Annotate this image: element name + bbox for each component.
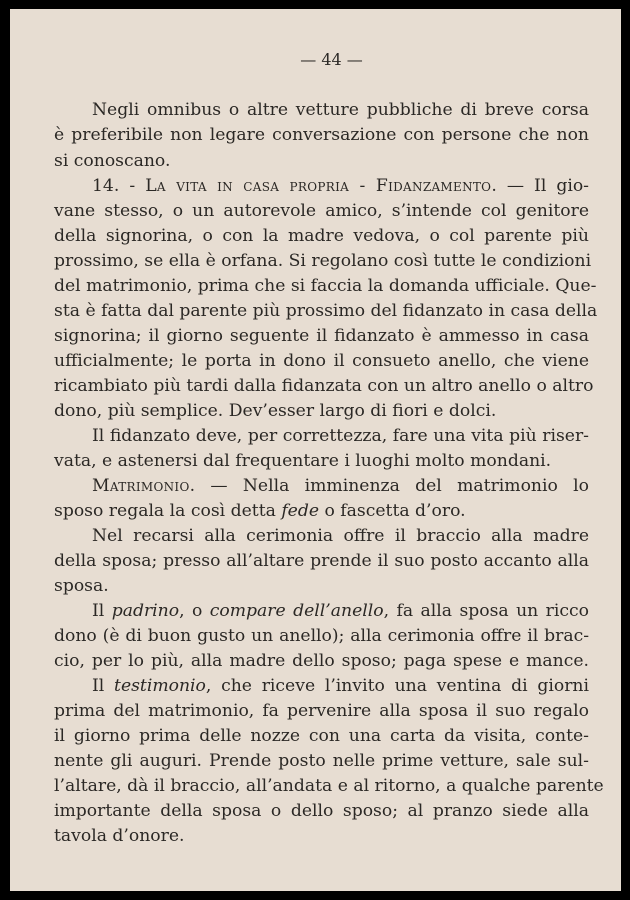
section-title-fidanzamento: La vita in casa propria - Fidanzamento xyxy=(145,176,492,196)
section-heading-line xyxy=(92,175,589,198)
text-line: è preferibile non legare conversazione con persone che non xyxy=(54,125,589,145)
text-line: cio, per lo più, alla madre dello sposo; paga spese e mance. xyxy=(54,651,589,671)
text-line: importante della sposa o dello sposo; al pranzo siede alla xyxy=(54,801,589,821)
text-line: ricambiato più tardi dalla fidanzata con un altro anello o altro xyxy=(54,376,594,396)
text-fragment: Il xyxy=(92,601,112,621)
text-line: sta è fatta dal parente più prossimo del fidanzato in casa della xyxy=(54,301,598,321)
text-line: nente gli auguri. Prende posto nelle prime vetture, sale sul- xyxy=(54,751,589,771)
text-fragment: o fascetta d’oro. xyxy=(319,501,466,521)
text-fragment: . — Il gio- xyxy=(491,176,589,196)
text-line: vane stesso, o un autorevole amico, s’intende col genitore xyxy=(54,201,589,221)
text-line: si conoscano. xyxy=(54,151,171,171)
section-heading-line xyxy=(92,475,589,498)
section-number: 14. - xyxy=(92,176,146,196)
text-line: prima del matrimonio, fa pervenire alla sposa il suo regalo xyxy=(54,701,589,721)
text-line: dono, più semplice. Dev’esser largo di fiori e dolci. xyxy=(54,401,497,421)
text-fragment: , o xyxy=(179,601,210,621)
text-line: l’altare, dà il braccio, all’andata e al ritorno, a qualche parente xyxy=(54,776,604,796)
text-line: ufficialmente; le porta in dono il consueto anello, che viene xyxy=(54,351,589,371)
text-fragment: , che riceve l’invito una ventina di giorni xyxy=(205,676,589,696)
italic-term-padrino: padrino xyxy=(111,601,180,621)
text-line: del matrimonio, prima che si faccia la domanda ufficiale. Que- xyxy=(54,276,597,296)
italic-term-compare: compare dell’anello xyxy=(209,601,384,621)
text-line: il giorno prima delle nozze con una carta da visita, conte- xyxy=(54,726,589,746)
text-line: prossimo, se ella è orfana. Si regolano così tutte le condizioni xyxy=(54,251,592,271)
text-line: Negli omnibus o altre vetture pubbliche di breve corsa xyxy=(92,100,589,120)
text-line xyxy=(92,600,589,623)
page-number: — 44 — xyxy=(300,50,363,69)
text-line: dono (è di buon gusto un anello); alla cerimonia offre il brac- xyxy=(54,626,589,646)
book-page xyxy=(10,9,621,891)
text-fragment: . — Nella imminenza del matrimonio lo xyxy=(189,476,589,496)
text-line: Nel recarsi alla cerimonia offre il braccio alla madre xyxy=(92,526,589,546)
text-line xyxy=(92,675,589,698)
text-line: tavola d’onore. xyxy=(54,826,185,846)
text-line: sposa. xyxy=(54,576,109,596)
text-fragment: , fa alla sposa un ricco xyxy=(383,601,589,621)
text-line: signorina; il giorno seguente il fidanzato è ammesso in casa xyxy=(54,326,589,346)
italic-term-testimonio: testimonio xyxy=(114,676,206,696)
text-line xyxy=(54,500,589,523)
text-line: Il fidanzato deve, per correttezza, fare una vita più riser- xyxy=(92,426,589,446)
text-line: della sposa; presso all’altare prende il suo posto accanto alla xyxy=(54,551,589,571)
text-line: della signorina, o con la madre vedova, o col parente più xyxy=(54,226,589,246)
text-fragment: Il xyxy=(92,676,115,696)
section-title-matrimonio: Matrimonio xyxy=(92,476,190,496)
italic-term-fede: fede xyxy=(281,501,320,521)
text-fragment: sposo regala la così detta xyxy=(54,501,282,521)
text-line: vata, e astenersi dal frequentare i luoghi molto mondani. xyxy=(54,451,552,471)
